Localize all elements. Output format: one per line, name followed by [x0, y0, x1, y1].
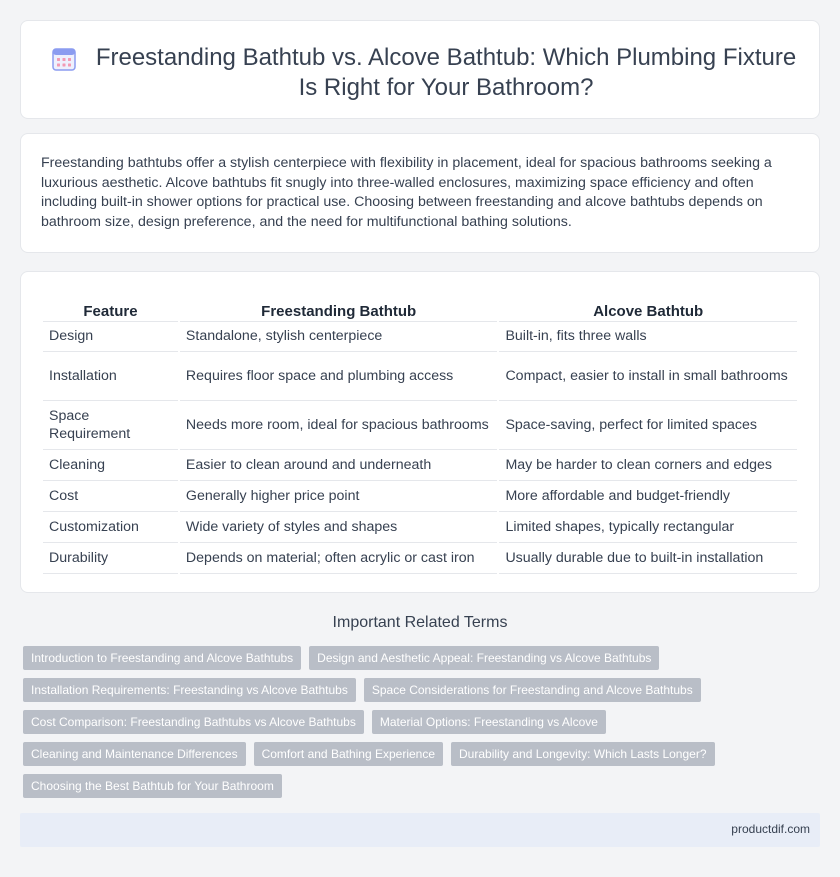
table-cell: Easier to clean around and underneath — [179, 449, 499, 480]
site-name[interactable]: productdif.com — [731, 822, 810, 836]
table-row — [43, 542, 798, 573]
intro-card — [20, 133, 820, 253]
table-cell: Cleaning — [43, 449, 179, 480]
comparison-table-card — [20, 271, 820, 593]
table-cell: Compact, easier to install in small bathrooms — [498, 351, 798, 400]
related-term-tag[interactable]: Cost Comparison: Freestanding Bathtubs vs Alcove Bathtubs — [23, 710, 364, 734]
table-cell: Needs more room, ideal for spacious bathrooms — [179, 400, 499, 449]
related-terms-tags — [23, 646, 823, 806]
page-title: Freestanding Bathtub vs. Alcove Bathtub: Which Plumbing Fixture Is Right for Your Bathroom? — [95, 44, 797, 101]
table-row — [43, 400, 798, 449]
tag-row — [23, 710, 823, 734]
tag-row — [23, 774, 823, 798]
table-cell: Cost — [43, 480, 179, 511]
table-cell: Design — [43, 321, 179, 351]
tag-row — [23, 742, 823, 766]
related-term-tag[interactable]: Installation Requirements: Freestanding vs Alcove Bathtubs — [23, 678, 356, 702]
table-cell: Requires floor space and plumbing access — [179, 351, 499, 400]
related-term-tag[interactable]: Comfort and Bathing Experience — [254, 742, 443, 766]
related-term-tag[interactable]: Introduction to Freestanding and Alcove Bathtubs — [23, 646, 301, 670]
header-freestanding: Freestanding Bathtub — [179, 295, 499, 321]
tag-row — [23, 646, 823, 670]
table-row — [43, 480, 798, 511]
table-row — [43, 449, 798, 480]
table-cell: Installation — [43, 351, 179, 400]
table-cell: Durability — [43, 542, 179, 573]
comparison-table — [43, 295, 799, 574]
table-cell: More affordable and budget-friendly — [498, 480, 798, 511]
related-term-tag[interactable]: Space Considerations for Freestanding and Alcove Bathtubs — [364, 678, 701, 702]
related-term-tag[interactable]: Design and Aesthetic Appeal: Freestanding vs Alcove Bathtubs — [309, 646, 659, 670]
table-cell: Usually durable due to built-in installation — [498, 542, 798, 573]
table-cell: Generally higher price point — [179, 480, 499, 511]
related-term-tag[interactable]: Durability and Longevity: Which Lasts Longer? — [451, 742, 714, 766]
related-term-tag[interactable]: Cleaning and Maintenance Differences — [23, 742, 246, 766]
table-cell: Space Requirement — [43, 400, 179, 449]
header-card — [20, 20, 820, 119]
table-cell: Wide variety of styles and shapes — [179, 511, 499, 542]
table-cell: Depends on material; often acrylic or cast iron — [179, 542, 499, 573]
table-cell: Space-saving, perfect for limited spaces — [498, 400, 798, 449]
intro-paragraph: Freestanding bathtubs offer a stylish centerpiece with flexibility in placement, ideal for spacious bathrooms seeking a luxurious aesthetic. Alcove bathtubs fit snugly into three-walled enclosures, maximizing space efficiency and often including built-in shower options for practical use. Choosing between freestanding and alcove bathtubs depends on bathroom size, design preference, and the need for multifunctional bathing solutions. — [41, 155, 772, 230]
table-row — [43, 321, 798, 351]
tag-row — [23, 678, 823, 702]
table-cell: Customization — [43, 511, 179, 542]
table-cell: Standalone, stylish centerpiece — [179, 321, 499, 351]
related-term-tag[interactable]: Choosing the Best Bathtub for Your Bathroom — [23, 774, 282, 798]
table-cell: Limited shapes, typically rectangular — [498, 511, 798, 542]
table-row — [43, 511, 798, 542]
table-cell: May be harder to clean corners and edges — [498, 449, 798, 480]
table-cell: Built-in, fits three walls — [498, 321, 798, 351]
header-feature: Feature — [43, 295, 179, 321]
footer — [20, 813, 820, 847]
related-term-tag[interactable]: Material Options: Freestanding vs Alcove — [372, 710, 606, 734]
header-alcove: Alcove Bathtub — [498, 295, 798, 321]
related-terms-title: Important Related Terms — [332, 614, 508, 631]
table-row — [43, 351, 798, 400]
